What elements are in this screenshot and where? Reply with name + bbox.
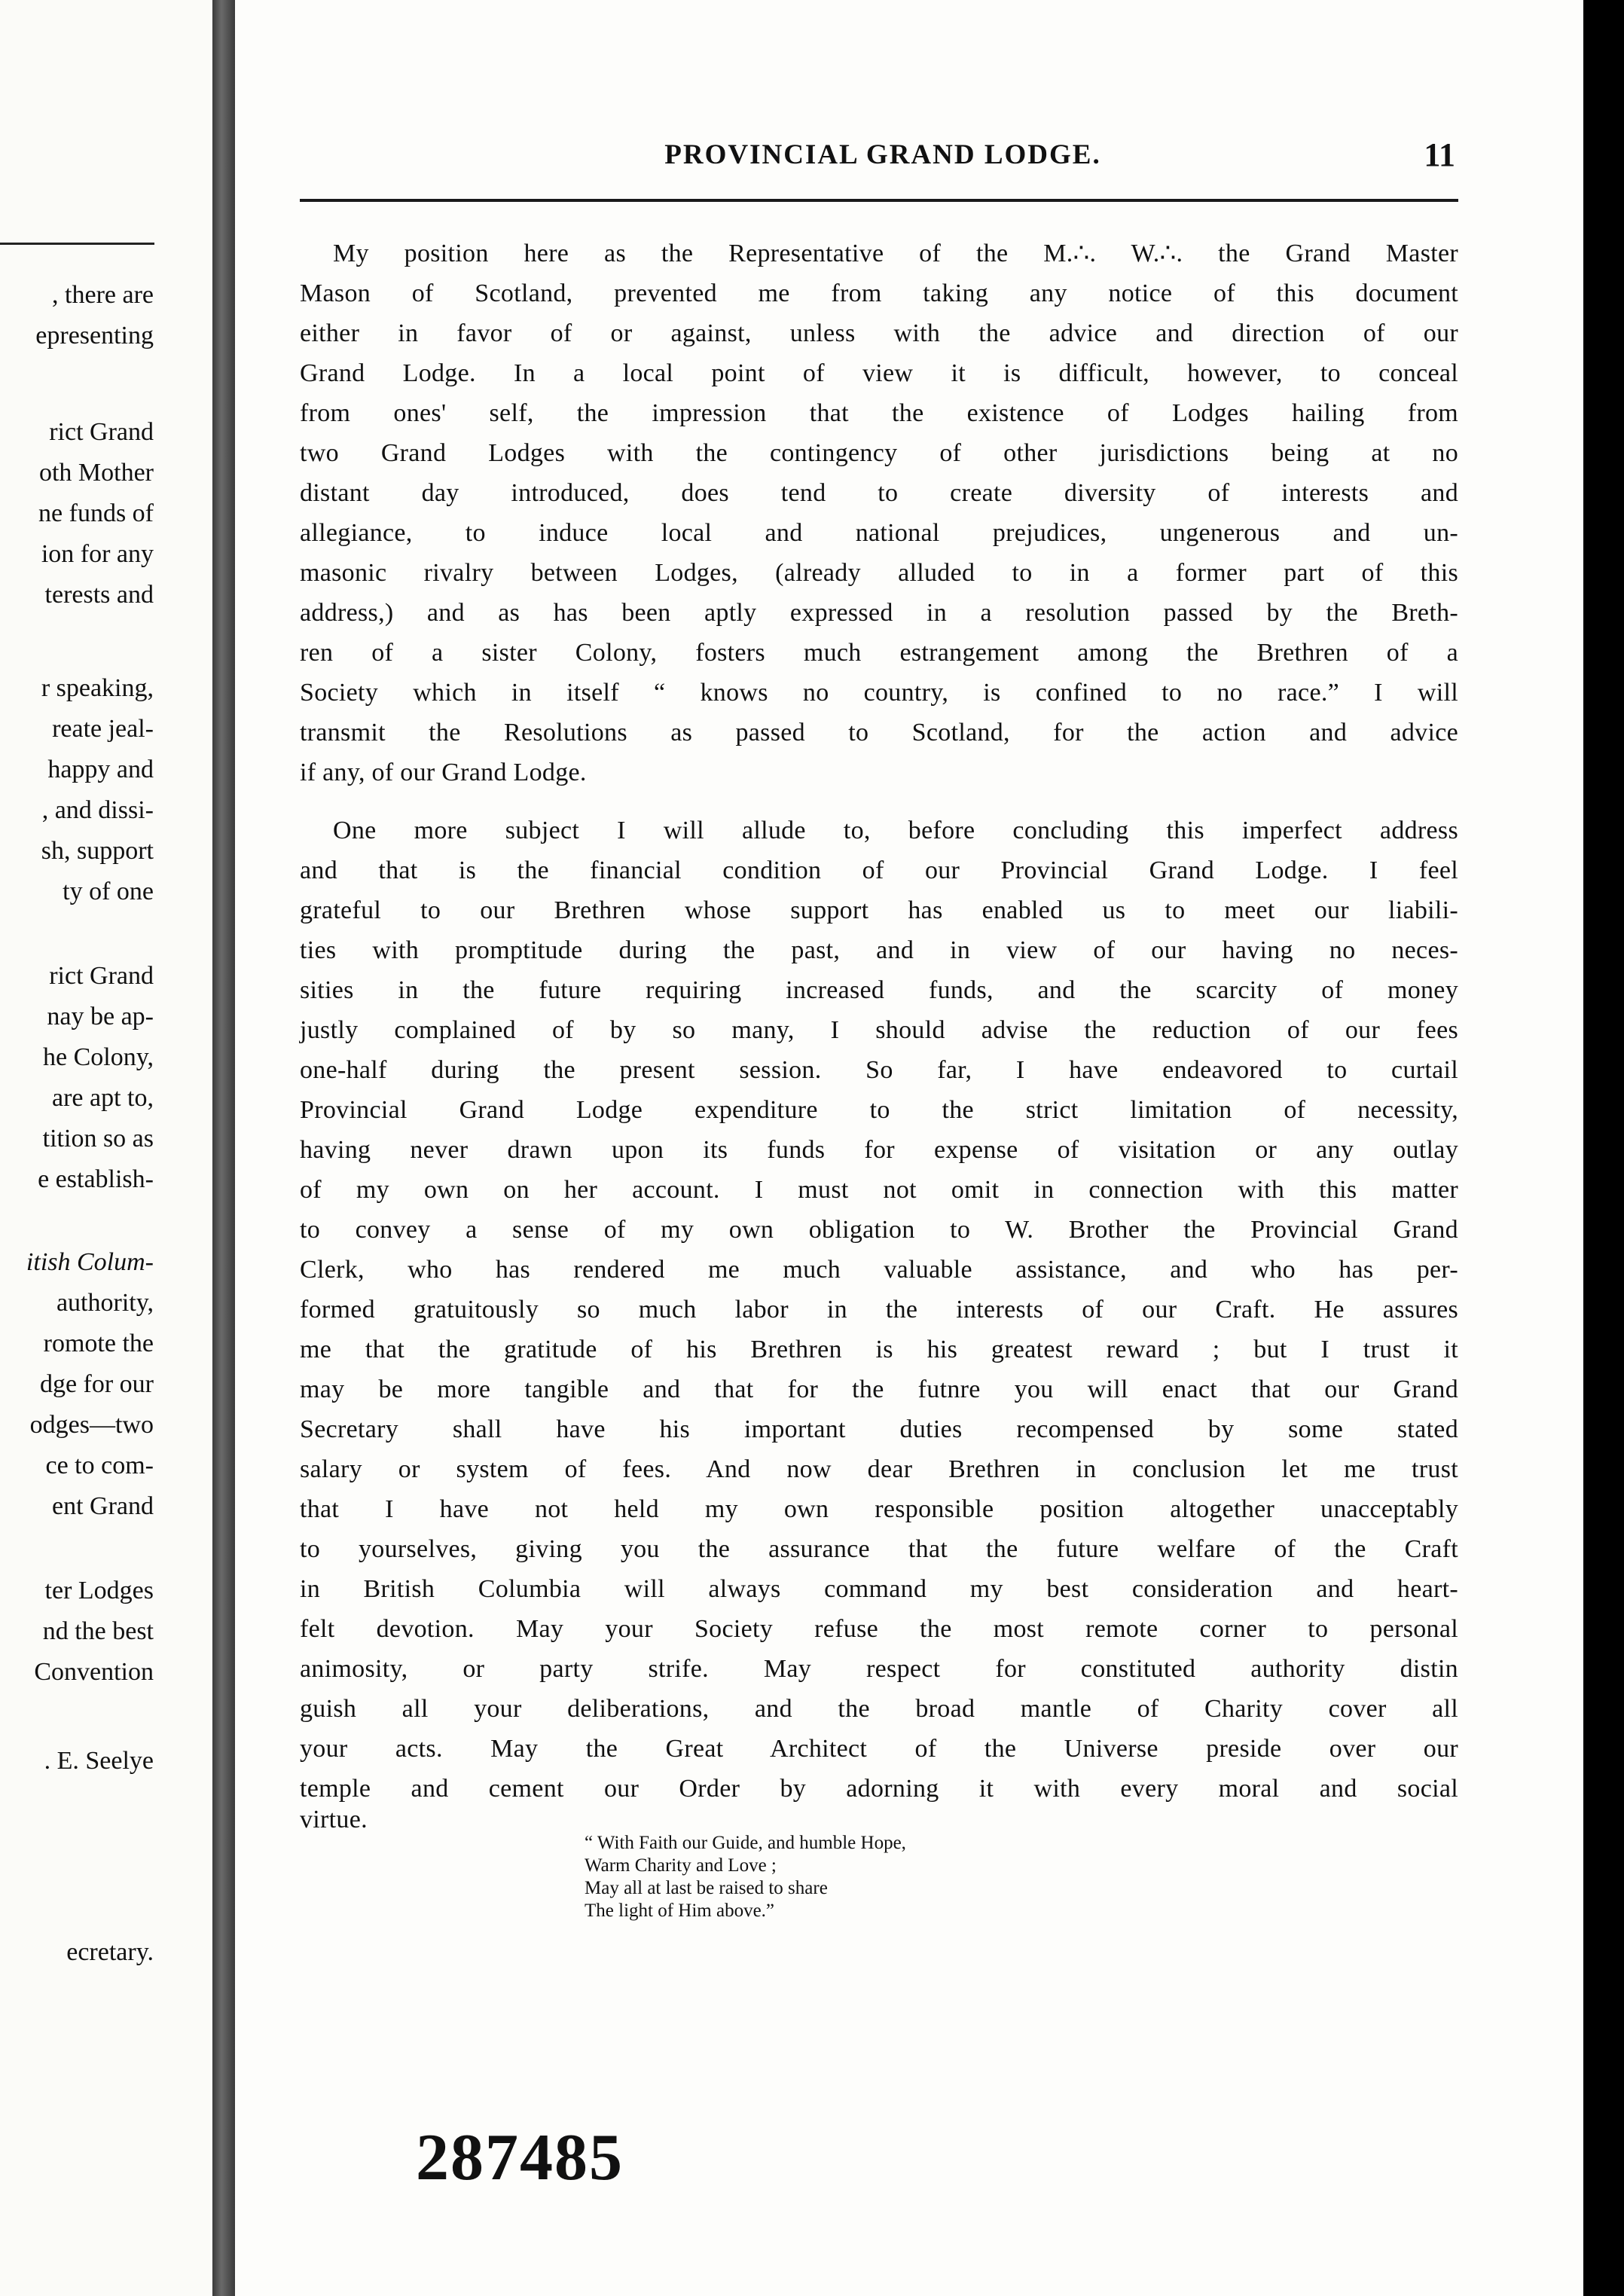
- text-line: may be more tangible and that for the futnre you will enact that our Grand: [300, 1375, 1458, 1403]
- left-fragment-line: ter Lodges: [44, 1577, 154, 1604]
- page-11: [235, 0, 1583, 2296]
- left-fragment-line: authority,: [56, 1289, 154, 1317]
- left-fragment-line: nay be ap-: [47, 1003, 154, 1030]
- paragraph-financial: [300, 811, 1458, 1831]
- left-fragment-line: happy and: [47, 756, 154, 783]
- left-fragment-line: ion for any: [41, 540, 154, 568]
- text-line: Clerk, who has rendered me much valuable assistance, and who has per-: [300, 1256, 1458, 1284]
- text-line: justly complained of by so many, I should advise the reduction of our fees: [300, 1016, 1458, 1044]
- text-line: Grand Lodge. In a local point of view it is difficult, however, to conceal: [300, 359, 1458, 387]
- left-page-fragment: [0, 0, 212, 2296]
- left-fragment-line: rict Grand: [49, 962, 154, 990]
- paragraph-gap: [300, 792, 1458, 811]
- text-line: masonic rivalry between Lodges, (already alluded to in a former part of this: [300, 559, 1458, 587]
- text-line: and that is the financial condition of our Provincial Grand Lodge. I feel: [300, 856, 1458, 884]
- left-fragment-line: Convention: [34, 1658, 154, 1686]
- text-line: salary or system of fees. And now dear Brethren in conclusion let me trust: [300, 1455, 1458, 1483]
- left-fragment-line: are apt to,: [52, 1084, 154, 1112]
- left-fragment-line: oth Mother: [38, 459, 154, 487]
- left-fragment-line: he Colony,: [42, 1043, 154, 1071]
- text-line: to yourselves, giving you the assurance that the future welfare of the Craft: [300, 1535, 1458, 1563]
- text-line: Provincial Grand Lodge expenditure to the strict limitation of necessity,: [300, 1096, 1458, 1124]
- header-rule: [300, 199, 1458, 202]
- text-line: guish all your deliberations, and the broad mantle of Charity cover all: [300, 1695, 1458, 1723]
- left-fragment-line: r speaking,: [41, 674, 154, 702]
- verse-line: Warm Charity and Love ;: [585, 1855, 777, 1876]
- text-line: that I have not held my own responsible position altogether unacceptably: [300, 1495, 1458, 1523]
- text-line: to convey a sense of my own obligation to W. Brother the Provincial Grand: [300, 1216, 1458, 1244]
- text-line: if any, of our Grand Lodge.: [300, 759, 587, 786]
- left-fragment-line: terests and: [44, 581, 154, 609]
- text-line: one-half during the present session. So far, I have endeavored to curtail: [300, 1056, 1458, 1084]
- text-line: animosity, or party strife. May respect for constituted authority distin: [300, 1655, 1458, 1683]
- left-fragment-line: , there are: [52, 281, 154, 309]
- left-page-rule: [0, 243, 154, 245]
- left-fragment-line: tition so as: [42, 1125, 154, 1153]
- text-line: One more subject I will allude to, before concluding this imperfect address: [333, 817, 1458, 844]
- verse-line: May all at last be raised to share: [585, 1878, 828, 1898]
- left-fragment-line: nd the best: [42, 1617, 154, 1645]
- text-line: from ones' self, the impression that the existence of Lodges hailing from: [300, 399, 1458, 427]
- scan-border: [1583, 0, 1624, 2296]
- running-title: PROVINCIAL GRAND LODGE.: [664, 139, 1101, 170]
- text-line: your acts. May the Great Architect of the Universe preside over our: [300, 1735, 1458, 1763]
- text-line: virtue.: [300, 1806, 368, 1833]
- accession-number-stamp: 287485: [416, 2121, 624, 2194]
- left-fragment-line: . E. Seelye: [44, 1747, 154, 1775]
- text-line: formed gratuitously so much labor in the interests of our Craft. He assures: [300, 1296, 1458, 1324]
- paragraph-representative: [300, 234, 1458, 792]
- left-fragment-line: ne funds of: [38, 499, 154, 527]
- left-fragment-line: , and dissi-: [41, 796, 154, 824]
- verse-line: “ With Faith our Guide, and humble Hope,: [585, 1833, 906, 1853]
- text-line: having never drawn upon its funds for expense of visitation or any outlay: [300, 1136, 1458, 1164]
- left-fragment-line: dge for our: [39, 1370, 154, 1398]
- text-line: me that the gratitude of his Brethren is his greatest reward ; but I trust it: [300, 1336, 1458, 1363]
- left-fragment-line: ent Grand: [51, 1492, 154, 1520]
- left-fragment-line: reate jeal-: [52, 715, 154, 743]
- text-line: distant day introduced, does tend to create diversity of interests and: [300, 479, 1458, 507]
- verse-line: The light of Him above.”: [585, 1901, 775, 1921]
- text-line: felt devotion. May your Society refuse the most remote corner to personal: [300, 1615, 1458, 1643]
- text-line: either in favor of or against, unless with the advice and direction of our: [300, 319, 1458, 347]
- text-line: Mason of Scotland, prevented me from taking any notice of this document: [300, 279, 1458, 307]
- text-line: My position here as the Representative of the M.∴. W.∴. the Grand Master: [333, 240, 1458, 267]
- text-line: allegiance, to induce local and national prejudices, ungenerous and un-: [300, 519, 1458, 547]
- left-fragment-line: ce to com-: [45, 1452, 154, 1479]
- text-line: two Grand Lodges with the contingency of other jurisdictions being at no: [300, 439, 1458, 467]
- text-line: ren of a sister Colony, fosters much estrangement among the Brethren of a: [300, 639, 1458, 667]
- left-fragment-line: sh, support: [41, 837, 154, 865]
- text-line: temple and cement our Order by adorning it with every moral and social: [300, 1775, 1458, 1803]
- text-line: of my own on her account. I must not omit in connection with this matter: [300, 1176, 1458, 1204]
- text-line: Society which in itself “ knows no country, is confined to no race.” I will: [300, 679, 1458, 707]
- text-line: sities in the future requiring increased funds, and the scarcity of money: [300, 976, 1458, 1004]
- left-fragment-line: odges—two: [29, 1411, 154, 1439]
- left-fragment-line: e establish-: [38, 1165, 154, 1193]
- running-header: [310, 133, 1455, 178]
- left-fragment-line: ecretary.: [66, 1938, 154, 1966]
- left-fragment-line: romote the: [43, 1330, 154, 1357]
- text-line: ties with promptitude during the past, and in view of our having no neces-: [300, 936, 1458, 964]
- text-line: in British Columbia will always command my best consideration and heart-: [300, 1575, 1458, 1603]
- closing-verse: [585, 1832, 1187, 1922]
- text-line: Secretary shall have his important duties recompensed by some stated: [300, 1415, 1458, 1443]
- left-fragment-line: rict Grand: [49, 418, 154, 446]
- text-line: grateful to our Brethren whose support has enabled us to meet our liabili-: [300, 896, 1458, 924]
- left-fragment-line: itish Colum-: [26, 1248, 154, 1276]
- text-line: address,) and as has been aptly expressed in a resolution passed by the Breth-: [300, 599, 1458, 627]
- page-number: 11: [1424, 136, 1455, 173]
- body-text: [300, 234, 1458, 1831]
- left-fragment-line: epresenting: [35, 322, 154, 350]
- book-gutter: [212, 0, 235, 2296]
- left-fragment-line: ty of one: [63, 878, 154, 905]
- text-line: transmit the Resolutions as passed to Scotland, for the action and advice: [300, 719, 1458, 747]
